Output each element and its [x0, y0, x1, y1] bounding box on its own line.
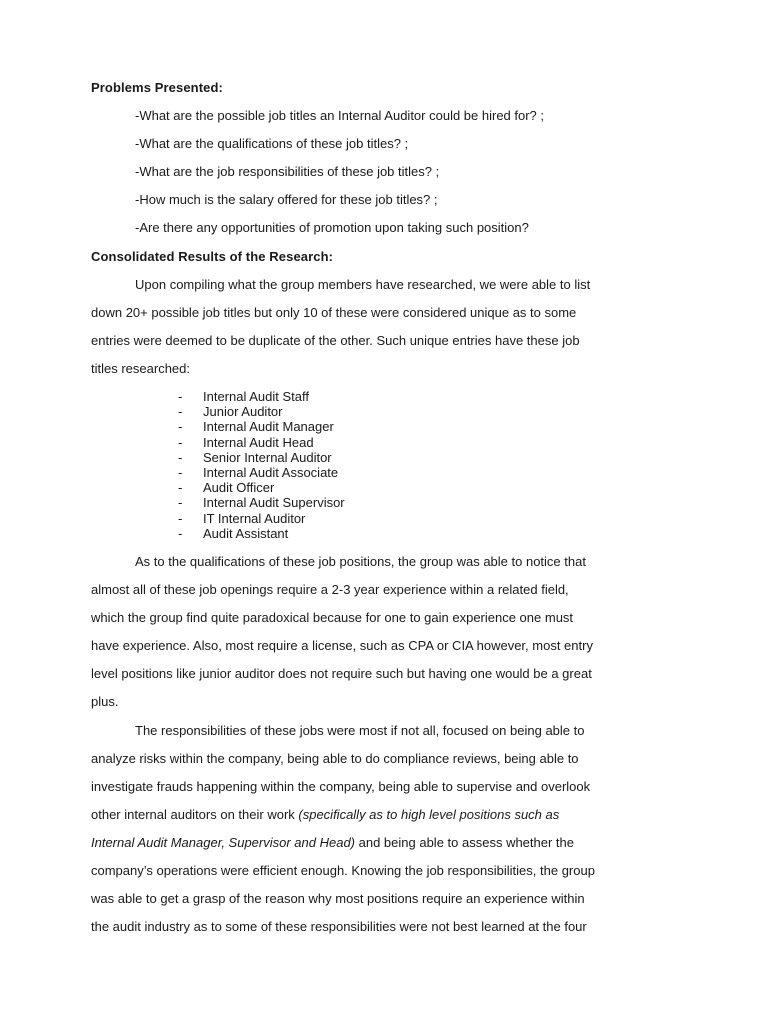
- question-line: -Are there any opportunities of promotion upon taking such position?: [135, 220, 529, 235]
- job-title: Internal Audit Staff: [203, 389, 309, 404]
- list-bullet: -: [178, 495, 183, 511]
- job-title: Internal Audit Head: [203, 434, 314, 450]
- list-bullet: -: [178, 480, 183, 496]
- list-bullet: -: [178, 464, 183, 480]
- list-bullet: -: [178, 525, 183, 541]
- list-bullet: -: [178, 389, 183, 404]
- paragraph-line: plus.: [91, 694, 119, 709]
- question-line: -What are the qualifications of these job titles? ;: [135, 136, 409, 151]
- paragraph-line: The responsibilities of these jobs were most if not all, focused on being able to: [135, 723, 585, 738]
- results-heading: Consolidated Results of the Research:: [91, 249, 334, 264]
- job-title: Internal Audit Associate: [203, 464, 339, 480]
- paragraph-line: analyze risks within the company, being able to do compliance reviews, being able to: [91, 751, 579, 766]
- job-title: Senior Internal Auditor: [203, 449, 332, 465]
- list-item: [178, 465, 345, 480]
- paragraph-line: As to the qualifications of these job positions, the group was able to notice that: [135, 554, 586, 569]
- paragraph-line: was able to get a grasp of the reason why most positions require an experience within: [91, 891, 585, 906]
- paragraph-line: titles researched:: [91, 361, 190, 376]
- paragraph-line: level positions like junior auditor does not require such but having one would be a great: [91, 666, 592, 681]
- paragraph-line: almost all of these job openings require a 2-3 year experience within a related field,: [91, 582, 569, 597]
- problems-heading: Problems Presented:: [91, 80, 223, 95]
- list-bullet: -: [178, 419, 183, 435]
- paragraph-line: company’s operations were efficient enough. Knowing the job responsibilities, the group: [91, 863, 595, 878]
- list-item: [178, 435, 345, 450]
- paragraph-line: down 20+ possible job titles but only 10 of these were considered unique as to some: [91, 305, 577, 320]
- list-item: [178, 389, 345, 404]
- paragraph-line: entries were deemed to be duplicate of the other. Such unique entries have these job: [91, 333, 580, 348]
- question-line: -How much is the salary offered for these job titles? ;: [135, 192, 438, 207]
- list-item: [178, 495, 345, 510]
- list-item: [178, 511, 345, 526]
- paragraph-line: the audit industry as to some of these responsibilities were not best learned at the four: [91, 919, 587, 934]
- paragraph-line: which the group find quite paradoxical because for one to gain experience one must: [91, 610, 574, 625]
- job-title: Internal Audit Supervisor: [203, 495, 345, 511]
- paragraph-line: [91, 835, 574, 850]
- paragraph-line: [91, 807, 559, 822]
- list-bullet: -: [178, 510, 183, 526]
- list-item: [178, 450, 345, 465]
- list-item: [178, 419, 345, 434]
- question-line: -What are the job responsibilities of these job titles? ;: [135, 164, 440, 179]
- paragraph-line: have experience. Also, most require a license, such as CPA or CIA however, most entry: [91, 638, 593, 653]
- question-line: -What are the possible job titles an Internal Auditor could be hired for? ;: [135, 108, 545, 123]
- plain-text: other internal auditors on their work: [91, 807, 299, 822]
- list-item: [178, 480, 345, 495]
- job-title: Audit Officer: [203, 480, 275, 496]
- italic-text: (specifically as to high level positions such as: [298, 807, 560, 822]
- plain-text: and being able to assess whether the: [355, 835, 574, 850]
- list-item: [178, 526, 345, 541]
- list-bullet: -: [178, 449, 183, 465]
- list-item: [178, 404, 345, 419]
- list-bullet: -: [178, 404, 183, 420]
- italic-text: Internal Audit Manager, Supervisor and Head): [91, 835, 356, 850]
- job-title: IT Internal Auditor: [203, 510, 306, 526]
- job-title: Internal Audit Manager: [203, 419, 334, 435]
- job-title: Audit Assistant: [203, 525, 289, 541]
- job-titles-list: [178, 389, 345, 541]
- job-title: Junior Auditor: [203, 404, 283, 420]
- paragraph-line: investigate frauds happening within the company, being able to supervise and overlook: [91, 779, 591, 794]
- list-bullet: -: [178, 434, 183, 450]
- paragraph-line: Upon compiling what the group members have researched, we were able to list: [135, 277, 591, 292]
